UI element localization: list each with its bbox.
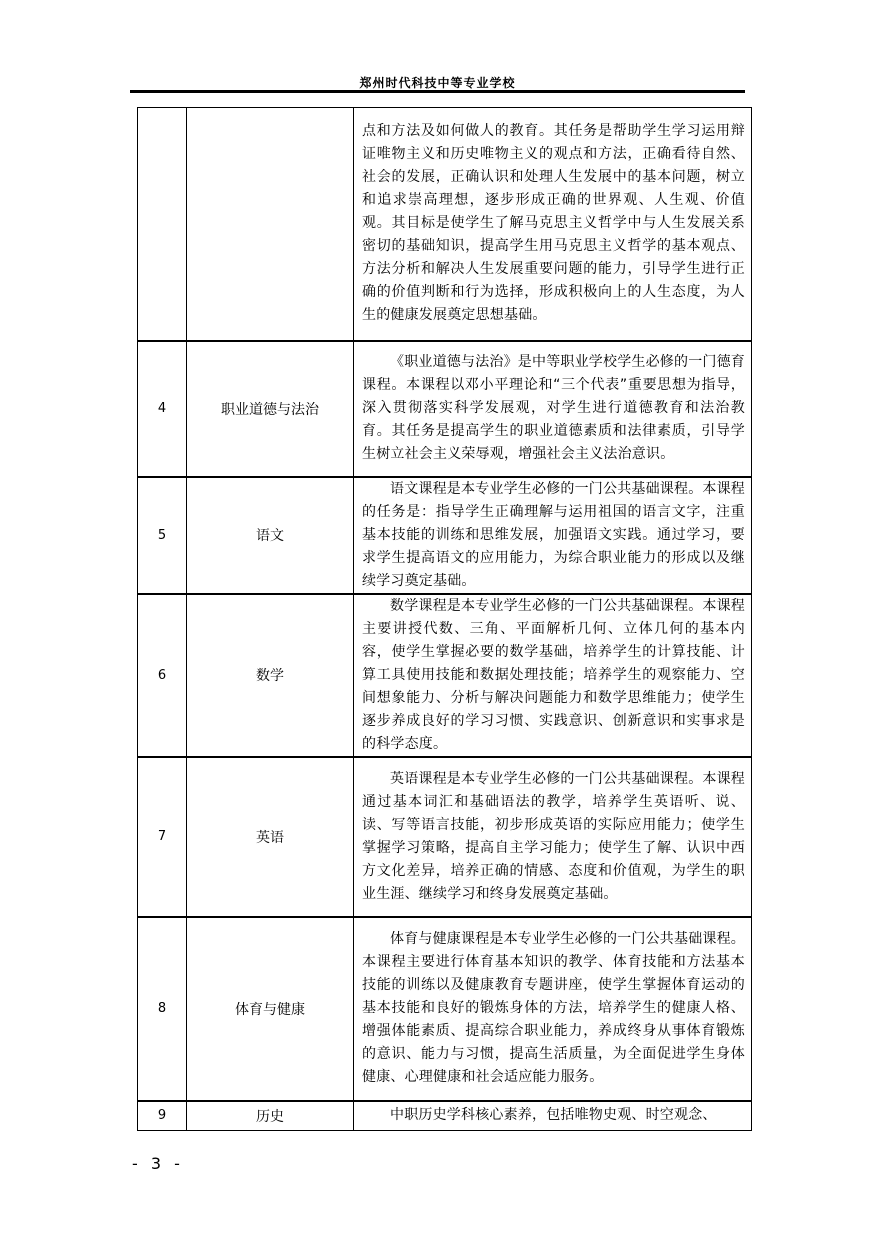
row-number: 6 <box>138 594 187 757</box>
row-number: 5 <box>138 477 187 594</box>
course-description <box>354 594 752 757</box>
description-text: 《职业道德与法治》是中等职业学校学生必修的一门德育课程。本课程以邓小平理论和“三个代表”重要思想为指导，深入贯彻落实科学发展观，对学生进行道德教育和法治教育。其任务是提高学生的职业道德素质和法律素质，引导学生树立社会主义荣辱观，增强社会主义法治意识。 <box>362 354 745 462</box>
description-text: 语文课程是本专业学生必修的一门公共基础课程。本课程的任务是：指导学生正确理解与运用祖国的语言文字，注重基本技能的训练和思维发展，加强语文实践。通过学习，要求学生提高语文的应用能力，为综合职业能力的形成以及继续学习奠定基础。 <box>362 480 745 589</box>
page-number: - 3 - <box>132 1154 184 1173</box>
course-description <box>354 757 752 917</box>
description-text: 英语课程是本专业学生必修的一门公共基础课程。本课程通过基本词汇和基础语法的教学，培养学生英语听、说、读、写等语言技能，初步形成英语的实际应用能力；使学生掌握学习策略，提高自主学习能力；使学生了解、认识中西方文化差异，培养正确的情感、态度和价值观，为学生的职业生涯、继续学习和终身发展奠定基础。 <box>362 770 745 902</box>
row-number: 7 <box>138 757 187 917</box>
course-description <box>354 917 752 1101</box>
row-number: 9 <box>138 1101 187 1131</box>
course-description <box>354 341 752 477</box>
course-name: 体育与健康 <box>187 917 354 1101</box>
curriculum-table <box>137 107 752 1131</box>
course-name: 语文 <box>187 477 354 594</box>
header-rule <box>130 90 745 93</box>
course-description <box>354 108 752 341</box>
course-description <box>354 1101 752 1131</box>
row-number <box>138 108 187 341</box>
course-name: 职业道德与法治 <box>187 341 354 477</box>
description-text: 中职历史学科核心素养，包括唯物史观、时空观念、 <box>390 1107 717 1124</box>
description-text: 数学课程是本专业学生必修的一门公共基础课程。本课程主要讲授代数、三角、平面解析几何、立体几何的基本内容，使学生掌握必要的数学基础，培养学生的计算技能、计算工具使用技能和数据处理技能；培养学生的观察能力、空间想象能力、分析与解决问题能力和数学思维能力；使学生逐步养成良好的学习习惯、实践意识、创新意识和实事求是的科学态度。 <box>362 597 745 752</box>
course-name <box>187 108 354 341</box>
course-name: 数学 <box>187 594 354 757</box>
table-row <box>138 917 752 1101</box>
course-description <box>354 477 752 594</box>
table-row <box>138 757 752 917</box>
course-name: 历史 <box>187 1101 354 1131</box>
table-row <box>138 477 752 594</box>
table-row <box>138 108 752 341</box>
school-header-title: 郑州时代科技中等专业学校 <box>359 76 516 90</box>
row-number: 8 <box>138 917 187 1101</box>
row-number: 4 <box>138 341 187 477</box>
description-text: 体育与健康课程是本专业学生必修的一门公共基础课程。本课程主要进行体育基本知识的教学、体育技能和方法基本技能的训练以及健康教育专题讲座，使学生掌握体育运动的基本技能和良好的锻炼身体的方法，培养学生的健康人格、增强体能素质、提高综合职业能力，养成终身从事体育锻炼的意识、能力与习惯，提高生活质量，为全面促进学生身体健康、心理健康和社会适应能力服务。 <box>362 931 745 1085</box>
description-text: 点和方法及如何做人的教育。其任务是帮助学生学习运用辩证唯物主义和历史唯物主义的观点和方法，正确看待自然、社会的发展，正确认识和处理人生发展中的基本问题，树立和追求崇高理想，逐步形成正确的世界观、人生观、价值观。其目标是使学生了解马克思主义哲学中与人生发展关系密切的基础知识，提高学生用马克思主义哲学的基本观点、方法分析和解决人生发展重要问题的能力，引导学生进行正确的价值判断和行为选择，形成积极向上的人生态度，为人生的健康发展奠定思想基础。 <box>362 123 745 324</box>
table-row <box>138 594 752 757</box>
table-row <box>138 1101 752 1131</box>
table-row <box>138 341 752 477</box>
course-name: 英语 <box>187 757 354 917</box>
